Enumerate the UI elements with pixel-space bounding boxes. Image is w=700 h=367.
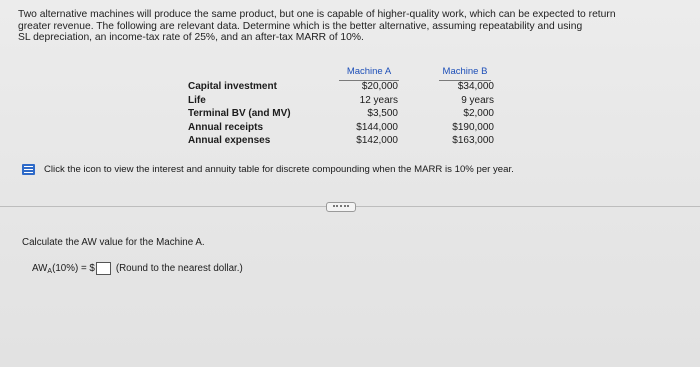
answer-suffix: (10%) = $ xyxy=(52,263,95,274)
row-label: Life xyxy=(188,94,206,106)
row-label: Annual expenses xyxy=(188,135,271,146)
row-label: Terminal BV (and MV) xyxy=(188,108,291,119)
problem-line-2: greater revenue. The following are relevant data. Determine which is the better alternative, assuming repeatability and using xyxy=(18,20,583,32)
row-label: Capital investment xyxy=(188,81,277,92)
machine-a-value: $142,000 xyxy=(356,135,398,146)
expand-more-button[interactable] xyxy=(326,202,356,212)
table-row xyxy=(188,80,518,94)
answer-row xyxy=(32,262,243,275)
interest-table-note-text: Click the icon to view the interest and annuity table for discrete compounding when the MARR is 10% per year. xyxy=(44,164,514,175)
table-row xyxy=(188,107,518,121)
machine-a-value: 12 years xyxy=(359,94,398,106)
machine-b-value: $34,000 xyxy=(457,81,494,92)
row-label: Annual receipts xyxy=(188,121,264,133)
column-header-machine-a: Machine A xyxy=(339,65,399,81)
interest-table-note xyxy=(22,164,514,175)
machine-b-value: $190,000 xyxy=(452,121,494,133)
table-row xyxy=(188,94,518,108)
machine-a-value: $3,500 xyxy=(367,108,398,119)
table-book-icon[interactable] xyxy=(22,164,35,175)
problem-line-3: SL depreciation, an income-tax rate of 25%, and an after-tax MARR of 10%. xyxy=(18,32,364,43)
table-header xyxy=(188,60,518,80)
answer-prefix: AW xyxy=(32,263,48,274)
problem-statement xyxy=(18,9,678,44)
table-row xyxy=(188,121,518,135)
machine-b-value: $2,000 xyxy=(463,108,494,119)
machine-b-value: $163,000 xyxy=(452,135,494,146)
problem-line-1: Two alternative machines will produce the same product, but one is capable of higher-quality work, which can be expected to return xyxy=(18,9,616,20)
machine-b-value: 9 years xyxy=(461,94,494,106)
answer-input[interactable] xyxy=(96,262,111,275)
ellipsis-icon xyxy=(333,205,349,209)
machine-a-value: $20,000 xyxy=(361,81,398,92)
machine-data-table xyxy=(188,60,518,148)
answer-subscript: A xyxy=(47,268,53,275)
question-prompt: Calculate the AW value for the Machine A. xyxy=(22,237,205,248)
machine-a-value: $144,000 xyxy=(356,121,398,133)
table-row xyxy=(188,134,518,148)
column-header-machine-b: Machine B xyxy=(439,65,491,81)
rounding-hint: (Round to the nearest dollar.) xyxy=(115,263,243,274)
